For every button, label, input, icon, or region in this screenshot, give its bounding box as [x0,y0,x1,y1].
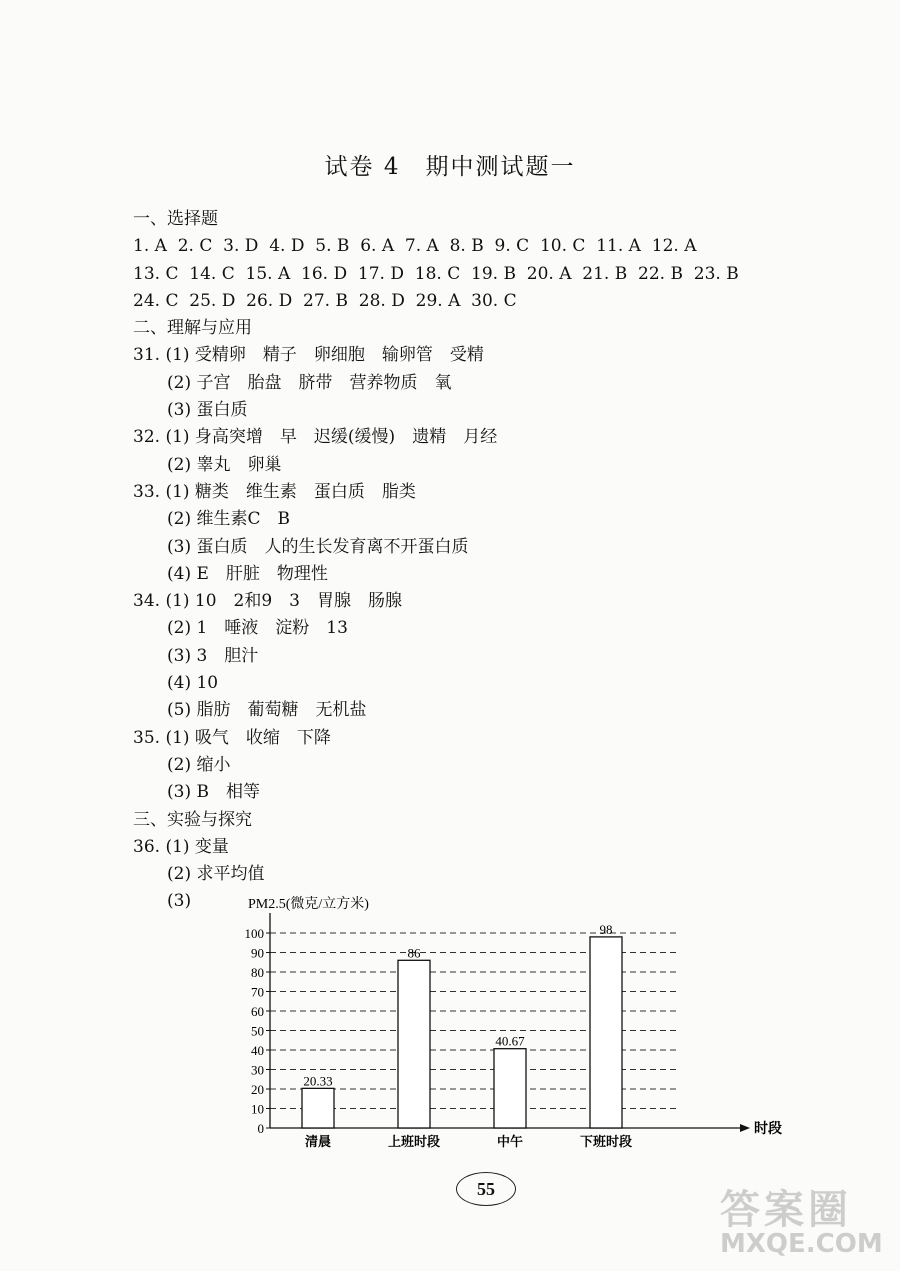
y-tick-label: 40 [251,1043,264,1058]
y-axis-label: PM2.5(微克/立方米) [248,897,369,912]
answer-line: (2) 子宫 胎盘 脐带 营养物质 氧 [167,372,452,393]
answer-line: 34. (1) 10 2和9 3 胃腺 肠腺 [133,591,403,612]
x-category-label: 下班时段 [579,1134,633,1149]
answer-line: (3) 3 胆汁 [167,645,259,666]
y-tick-label: 60 [251,1004,264,1019]
y-tick-label: 90 [251,945,264,961]
bar-value-label: 98 [599,921,613,937]
answer-line: (4) 10 [167,673,219,694]
page-title: 试卷 4 期中测试题一 [324,154,576,180]
answer-line: 36. (1) 变量 [133,836,229,857]
answer-line: 31. (1) 受精卵 精子 卵细胞 输卵管 受精 [133,345,484,366]
watermark-logo-text: 答案圈 [720,1187,852,1233]
bar [398,960,430,1128]
answer-line: (2) 维生素C B [167,509,290,530]
bar [494,1049,526,1128]
answer-line: 32. (1) 身高突增 早 迟缓(缓慢) 遗精 月经 [133,427,498,448]
bar [590,937,622,1128]
pm25-bar-chart [160,888,782,1158]
answer-line: 13. C 14. C 15. A 16. D 17. D 18. C 19. B 20. A 21. B 22. B 23. B [133,263,739,284]
x-category-label: 上班时段 [387,1134,441,1149]
answer-line: 三、实验与探究 [133,809,252,830]
answer-line: (2) 缩小 [167,754,231,775]
x-axis-label: 时段 [754,1122,782,1137]
answer-line: (3) B 相等 [167,782,260,803]
y-tick-label: 100 [244,926,264,941]
answer-line: 35. (1) 吸气 收缩 下降 [133,727,331,748]
x-category-label: 中午 [496,1134,524,1149]
answer-line: 二、理解与应用 [133,318,252,339]
y-tick-label: 70 [251,984,264,1000]
site-watermark [720,1178,890,1258]
answer-content [133,206,833,916]
y-tick-label: 10 [251,1101,264,1117]
y-tick-label: 0 [257,1121,264,1136]
answer-line: (3) 蛋白质 人的生长发育离不开蛋白质 [167,536,469,557]
y-tick-label: 50 [251,1023,264,1039]
watermark-url: MXQE.COM [720,1229,883,1259]
y-tick-label: 20 [251,1082,264,1097]
answer-line: 一、选择题 [133,209,218,229]
bar-value-label: 86 [407,945,421,961]
answer-line: (2) 睾丸 卵巢 [167,454,282,475]
answer-line: (2) 1 唾液 淀粉 13 [167,618,348,639]
y-tick-label: 30 [251,1062,264,1078]
answer-line: 1. A 2. C 3. D 4. D 5. B 6. A 7. A 8. B 9. C 10. C 11. A 12. A [133,236,697,257]
x-axis-arrow [740,1124,750,1132]
answer-line: (5) 脂肪 葡萄糖 无机盐 [167,700,367,721]
answer-line: (4) E 肝脏 物理性 [167,563,328,584]
y-tick-label: 80 [251,965,264,980]
answer-line: (2) 求平均值 [167,864,265,885]
answer-line: 24. C 25. D 26. D 27. B 28. D 29. A 30. C [133,290,517,311]
x-category-label: 清晨 [304,1134,332,1149]
answer-line: 33. (1) 糖类 维生素 蛋白质 脂类 [133,481,416,502]
bar-value-label: 40.67 [495,1033,525,1049]
bar-value-label: 20.33 [303,1073,333,1089]
bar [302,1088,334,1128]
answer-line: (3) [167,891,192,912]
answer-line: (3) 蛋白质 [167,400,248,421]
page-number: 55 [456,1172,516,1206]
